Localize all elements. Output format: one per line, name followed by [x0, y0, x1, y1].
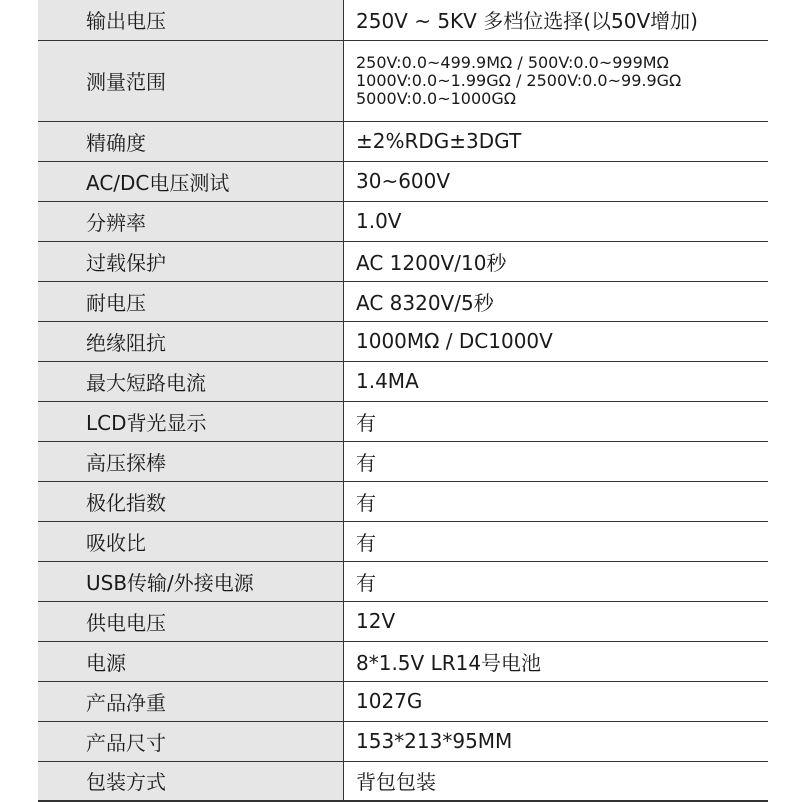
- table-row: [38, 481, 768, 521]
- spec-label: 产品尺寸: [38, 721, 344, 761]
- spec-label: 分辨率: [38, 201, 344, 241]
- spec-value: 有: [344, 561, 769, 601]
- table-row: [38, 441, 768, 481]
- spec-label: 输出电压: [38, 0, 344, 40]
- table-row: [38, 281, 768, 321]
- spec-label: 过载保护: [38, 241, 344, 281]
- spec-value: 有: [344, 481, 769, 521]
- spec-value: 1.0V: [344, 201, 769, 241]
- spec-table: [38, 0, 768, 802]
- spec-label: 产品净重: [38, 681, 344, 721]
- spec-label: 耐电压: [38, 281, 344, 321]
- spec-value: 背包包装: [344, 761, 769, 801]
- spec-label: 电源: [38, 641, 344, 681]
- spec-label: USB传输/外接电源: [38, 561, 344, 601]
- spec-label: 包装方式: [38, 761, 344, 801]
- spec-label: 最大短路电流: [38, 361, 344, 401]
- table-row: [38, 321, 768, 361]
- table-row: [38, 521, 768, 561]
- table-row: [38, 361, 768, 401]
- spec-label: 精确度: [38, 121, 344, 161]
- spec-label: AC/DC电压测试: [38, 161, 344, 201]
- spec-value-line: 5000V:0.0~1000GΩ: [356, 88, 516, 108]
- spec-label: 高压探棒: [38, 441, 344, 481]
- spec-label: LCD背光显示: [38, 401, 344, 441]
- table-row: [38, 721, 768, 761]
- spec-value: 1027G: [344, 681, 769, 721]
- table-row: [38, 641, 768, 681]
- table-row: [38, 241, 768, 281]
- spec-value: 153*213*95MM: [344, 721, 769, 761]
- spec-value: 250V ~ 5KV 多档位选择(以50V增加): [344, 0, 769, 40]
- spec-value: AC 1200V/10秒: [344, 241, 769, 281]
- spec-value-multiline: [344, 40, 769, 121]
- table-row: [38, 121, 768, 161]
- spec-label: 吸收比: [38, 521, 344, 561]
- table-row: [38, 401, 768, 441]
- spec-label: 极化指数: [38, 481, 344, 521]
- spec-value: 有: [344, 521, 769, 561]
- table-row: [38, 681, 768, 721]
- spec-value: 有: [344, 401, 769, 441]
- spec-value-line: 250V:0.0~499.9MΩ / 500V:0.0~999MΩ: [356, 52, 669, 72]
- spec-value: AC 8320V/5秒: [344, 281, 769, 321]
- spec-value: ±2%RDG±3DGT: [344, 121, 769, 161]
- spec-value-line: 1000V:0.0~1.99GΩ / 2500V:0.0~99.9GΩ: [356, 70, 682, 90]
- spec-value: 8*1.5V LR14号电池: [344, 641, 769, 681]
- table-row: [38, 0, 768, 40]
- spec-value: 1.4MA: [344, 361, 769, 401]
- table-row: [38, 161, 768, 201]
- spec-value: 有: [344, 441, 769, 481]
- spec-label: 绝缘阻抗: [38, 321, 344, 361]
- spec-value: 1000MΩ / DC1000V: [344, 321, 769, 361]
- table-row: [38, 601, 768, 641]
- table-row: [38, 40, 768, 121]
- spec-value: 12V: [344, 601, 769, 641]
- table-row: [38, 561, 768, 601]
- spec-value: 30~600V: [344, 161, 769, 201]
- table-row: [38, 761, 768, 801]
- spec-label: 测量范围: [38, 40, 344, 121]
- spec-label: 供电电压: [38, 601, 344, 641]
- table-row: [38, 201, 768, 241]
